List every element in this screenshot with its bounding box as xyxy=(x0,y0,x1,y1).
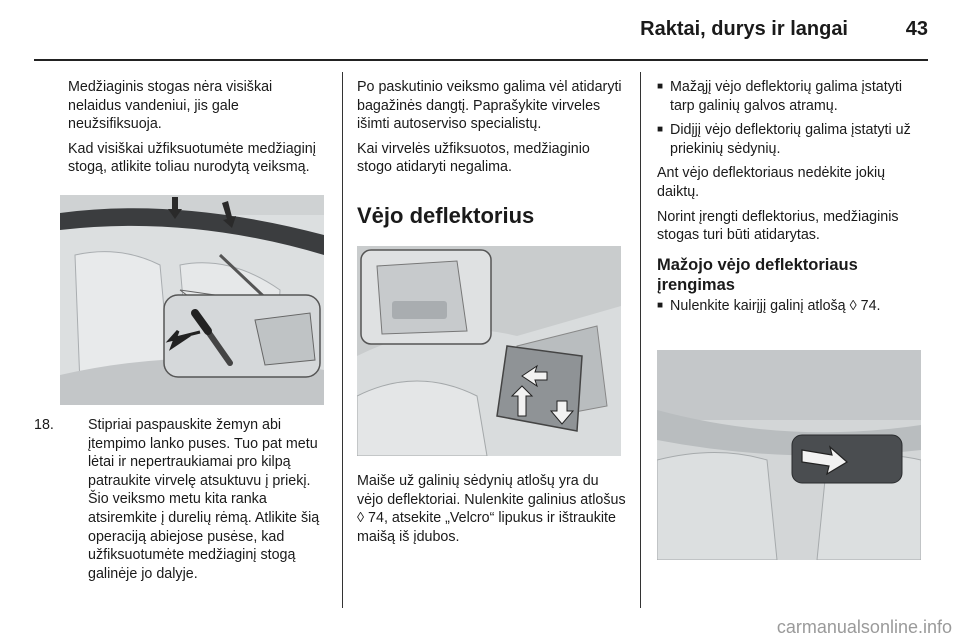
watermark: carmanualsonline.info xyxy=(776,617,952,637)
wind-deflector-bag-illustration xyxy=(357,246,621,456)
subsection-heading: Mažojo vėjo deflektoriaus įrengimas xyxy=(657,255,858,294)
figure-caption-block xyxy=(357,472,627,552)
bullet-item: ■ Nulenkite kairįjį galinį atlošą ◊ 74. xyxy=(657,297,929,316)
figure-caption: Maiše už galinių sėdynių atlošų yra du vėjo deflektoriai. Nulenkite galinius atlošus ◊ 74, atsekite „Velcro“ lipukus ir ištraukite maišą iš įdubos. xyxy=(357,473,626,545)
column-2 xyxy=(357,78,627,241)
column-3 xyxy=(657,78,929,321)
roof-fixing-illustration xyxy=(60,195,324,405)
bullet-item: ■ Didįjį vėjo deflektorių galima įstatyti už priekinių sėdynių. xyxy=(657,121,929,158)
column-divider-1 xyxy=(342,72,343,608)
step-text: Stipriai paspauskite žemyn abi įtempimo lanko puses. Tuo pat metu lėtai ir nepertraukiamai pro kilpą patraukite virvelę atsuktuvu į priekį. Šio veiksmo metu kita ranka atsiremkite į durelių rėmą. Atlikite šią operaciją abiejose pusėse, kad užfiksuotumėte medžiaginį stogą galinėje jo dalyje. xyxy=(88,417,320,582)
paragraph: Ant vėjo deflektoriaus nedėkite jokių daiktų. xyxy=(657,165,886,200)
small-deflector-install-illustration xyxy=(657,350,921,560)
bullet-item: ■ Mažąjį vėjo deflektorių galima įstatyti tarp galinių galvos atramų. xyxy=(657,78,929,115)
paragraph: Norint įrengti deflektorius, medžiaginis stogas turi būti atidarytas. xyxy=(657,208,899,244)
header-rule xyxy=(34,59,928,61)
column-1 xyxy=(68,78,328,183)
column-divider-2 xyxy=(640,72,641,608)
paragraph: Kai virvelės užfiksuotos, medžiaginio stogo atidaryti negalima. xyxy=(357,140,590,176)
paragraph: Medžiaginis stogas nėra visiškai nelaidus vandeniui, jis gale neužsifiksuoja. xyxy=(68,79,273,133)
page-header-title: Raktai, durys ir langai xyxy=(640,18,848,40)
step-18 xyxy=(34,416,324,583)
section-heading: Vėjo deflektorius xyxy=(357,202,535,228)
paragraph: Po paskutinio veiksmo galima vėl atidaryti bagažinės dangtį. Paprašykite virveles išimti autoserviso specialistų. xyxy=(357,79,622,133)
step-number: 18. xyxy=(34,417,54,433)
paragraph: Kad visiškai užfiksuotumėte medžiaginį stogą, atlikite toliau nurodytą veiksmą. xyxy=(68,140,316,176)
page-number: 43 xyxy=(905,18,928,40)
